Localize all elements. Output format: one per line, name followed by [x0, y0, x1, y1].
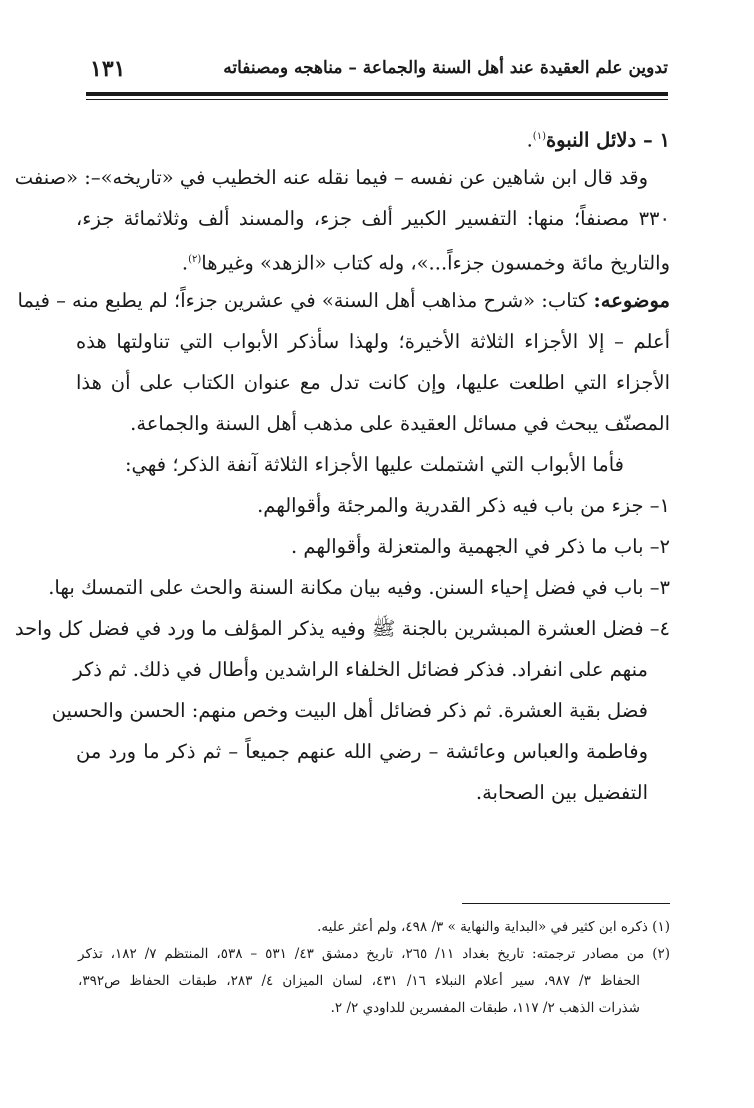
footnote-2-continuation: شذرات الذهب ٢/ ١١٧، طبقات المفسرين للداودي ٢/ ٢. [330, 1000, 640, 1016]
footnote-ref-2[interactable]: (٢) [188, 254, 202, 265]
list-item: ٢– باب ما ذكر في الجهمية والمتعزلة وأقوالهم . [290, 535, 670, 558]
footnote-ref-1[interactable]: (١) [532, 131, 546, 142]
list-item: ٣– باب في فضل إحياء السنن. وفيه بيان مكانة السنة والحث على التمسك بها. [48, 576, 670, 599]
page-number: ١٣١ [90, 56, 126, 82]
list-item: ١– جزء من باب فيه ذكر القدرية والمرجئة وأقوالهم. [257, 494, 670, 517]
running-header [86, 56, 668, 90]
heading-title: ١ – دلائل النبوة [545, 128, 670, 152]
line-end: . [181, 251, 189, 275]
line-text: والتاريخ مائة وخمسون جزءاً...»، وله كتاب «الزهد» وغيرها [201, 251, 670, 275]
paragraph-line: وقد قال ابن شاهين عن نفسه – فيما نقله عنه الخطيب في «تاريخه»–: «صنفت [14, 166, 648, 189]
paragraph-line: المصنّف يبحث في مسائل العقيدة على مذهب أهل السنة والجماعة. [130, 412, 670, 435]
paragraph-line [17, 280, 670, 321]
main-text [14, 116, 670, 813]
footnote-2-continuation: الحفاظ ٣/ ٩٨٧، سير أعلام النبلاء ١٦/ ٤٣١، لسان الميزان ٤/ ٢٨٣، طبقات الحفاظ ص٣٩٢، [78, 973, 640, 989]
paragraph-line [76, 239, 670, 280]
footnotes [78, 914, 670, 1022]
section-heading [76, 116, 670, 157]
subject-label: موضوعه: [593, 289, 670, 312]
footnote-2: (٢) من مصادر ترجمته: تاريخ بغداد ١١/ ٢٦٥، تاريخ دمشق ٤٣/ ٥٣١ – ٥٣٨، المنتظم ٧/ ١٨٢، تذكر [78, 946, 671, 962]
paragraph-line: ٣٣٠ مصنفاً؛ منها: التفسير الكبير ألف جزء، والمسند ألف وثلاثمائة جزء، [76, 207, 670, 230]
list-item: ٤– فضل العشرة المبشرين بالجنة ﷺ وفيه يذكر المؤلف ما ورد في فضل كل واحد [14, 617, 670, 640]
footnote-separator [462, 903, 670, 904]
paragraph-line: فأما الأبواب التي اشتملت عليها الأجزاء الثلاثة آنفة الذكر؛ فهي: [124, 453, 624, 476]
list-item-continuation: وفاطمة والعباس وعائشة – رضي الله عنهم جميعاً – ثم ذكر ما ورد من [76, 740, 648, 763]
header-title: تدوين علم العقيدة عند أهل السنة والجماعة – مناهجه ومصنفاته [223, 58, 668, 78]
footnote-1: (١) ذكره ابن كثير في «البداية والنهاية » ٣/ ٤٩٨، ولم أعثر عليه. [317, 919, 670, 935]
paragraph-line: الأجزاء التي اطلعت عليها، وإن كانت تدل مع عنوان الكتاب على أن هذا [76, 371, 670, 394]
line-text: كتاب: «شرح مذاهب أهل السنة» في عشرين جزءاً؛ لم يطبع منه – فيما [17, 289, 594, 312]
header-rule-thick [86, 92, 668, 96]
heading-end: . [526, 128, 533, 152]
list-item-continuation: فضل بقية العشرة. ثم ذكر فضائل أهل البيت وخص منهم: الحسن والحسين [51, 699, 648, 722]
list-item-continuation: التفضيل بين الصحابة. [475, 781, 648, 804]
list-item-continuation: منهم على انفراد. فذكر فضائل الخلفاء الراشدين وأطال في ذلك. ثم ذكر [73, 658, 648, 681]
header-rule-thin [86, 99, 668, 100]
paragraph-line: أعلم – إلا الأجزاء الثلاثة الأخيرة؛ ولهذا سأذكر الأبواب التي تناولتها هذه [76, 330, 670, 353]
